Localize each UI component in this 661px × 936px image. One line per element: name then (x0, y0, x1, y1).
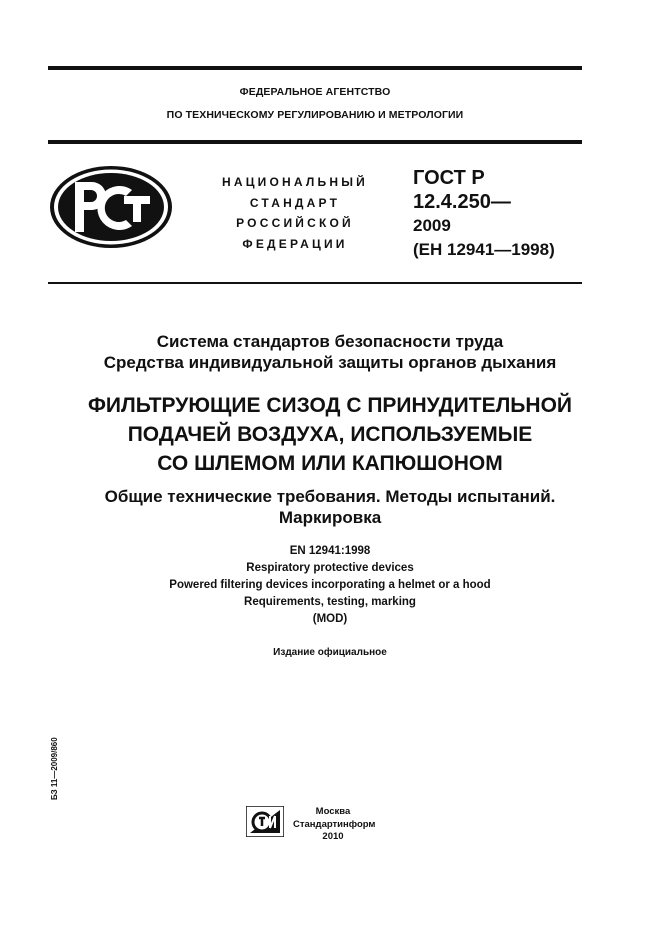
subtitle-line-1: Общие технические требования. Методы испытаний. (104, 487, 556, 506)
document-subtitle (40, 486, 620, 528)
publisher-logo-icon (246, 806, 284, 837)
title-line-2: ПОДАЧЕЙ ВОЗДУХА, ИСПОЛЬЗУЕМЫЕ (127, 423, 533, 446)
series-heading (40, 331, 620, 373)
subtitle-line-2: Маркировка (278, 508, 382, 527)
designation-line-3: 2009 (413, 216, 451, 235)
standard-designation (413, 166, 555, 262)
national-standard-block (200, 172, 390, 254)
title-line-3: СО ШЛЕМОМ ИЛИ КАПЮШОНОМ (157, 452, 503, 475)
series-line-2: Средства индивидуальной защиты органов дыхания (103, 353, 557, 372)
side-note: БЗ 11—2009/860 (50, 737, 59, 800)
national-standard-line: ФЕДЕРАЦИИ (242, 236, 348, 251)
national-standard-line: РОССИЙСКОЙ (236, 216, 354, 230)
en-reference (40, 543, 620, 628)
national-standard-line: НАЦИОНАЛЬНЫЙ (221, 175, 369, 189)
rst-emblem-icon (48, 164, 174, 250)
series-line-1: Система стандартов безопасности труда (156, 332, 504, 351)
en-line-5: (MOD) (312, 613, 348, 625)
mid-rule (48, 282, 582, 284)
agency-line-1: ФЕДЕРАЛЬНОЕ АГЕНТСТВО (239, 86, 391, 98)
title-line-1: ФИЛЬТРУЮЩИЕ СИЗОД С ПРИНУДИТЕЛЬНОЙ (88, 394, 572, 417)
agency-line-2: ПО ТЕХНИЧЕСКОМУ РЕГУЛИРОВАНИЮ И МЕТРОЛОГИИ (166, 109, 464, 121)
en-line-3: Powered filtering devices incorporating a helmet or a hood (169, 579, 491, 591)
header-rule (48, 140, 582, 144)
designation-line-1: ГОСТ Р (413, 167, 485, 189)
designation-line-4: (ЕН 12941—1998) (413, 240, 555, 259)
designation-line-2: 12.4.250— (413, 191, 511, 213)
publisher-name: Стандартинформ (293, 818, 376, 830)
official-edition: Издание официальное (273, 647, 387, 658)
publisher-year: 2010 (322, 831, 344, 842)
document-title (40, 391, 620, 478)
publisher-info (293, 806, 376, 844)
en-line-2: Respiratory protective devices (246, 562, 414, 574)
top-rule (48, 66, 582, 70)
publisher-city: Москва (315, 806, 351, 817)
en-line-4: Requirements, testing, marking (244, 596, 416, 608)
en-line-1: EN 12941:1998 (289, 545, 371, 557)
national-standard-line: СТАНДАРТ (249, 195, 341, 210)
